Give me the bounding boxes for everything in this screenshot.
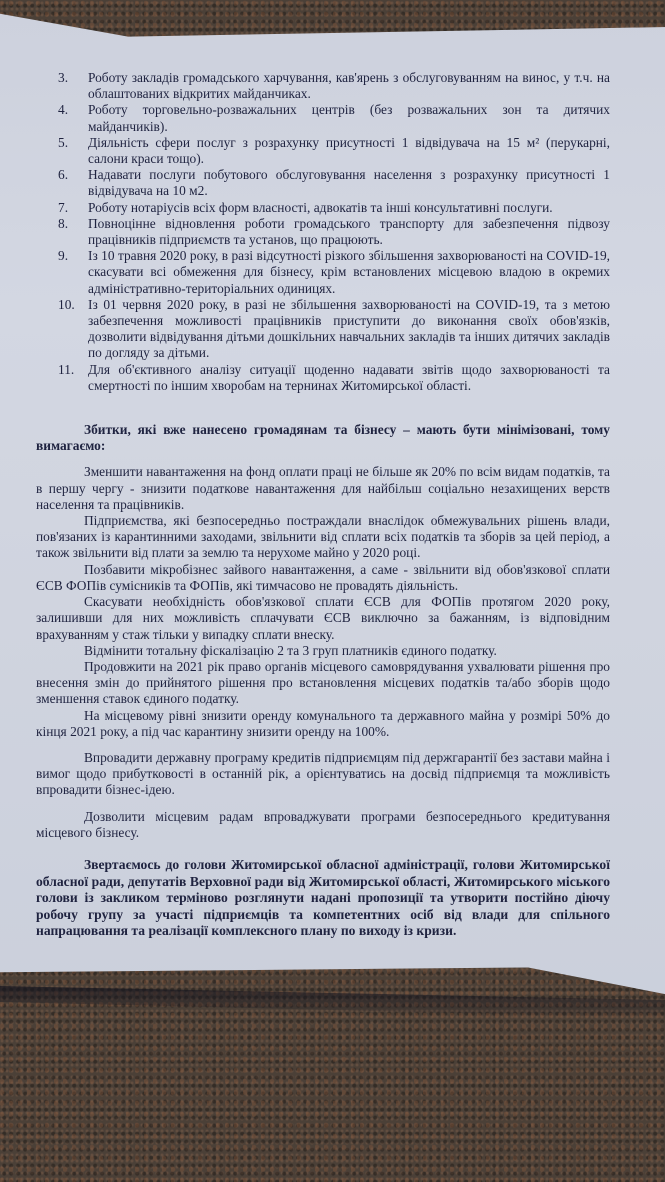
list-number: 7. bbox=[58, 199, 69, 215]
demand-paragraph: Відмінити тотальну фіскалізацію 2 та 3 груп платників єдиного податку. bbox=[84, 642, 497, 658]
section-heading: Збитки, які вже нанесено громадянам та бізнесу – мають бути мінімізовані, тому вимагаємо: bbox=[36, 422, 610, 454]
list-number: 10. bbox=[58, 296, 75, 312]
list-item bbox=[58, 199, 610, 216]
list-item bbox=[58, 296, 610, 362]
demand-paragraph: Впровадити державну програму кредитів підприємцям під держгарантії без застави майна і вимог щодо прибутковості в останній рік, а орієнтуватись на досвід підприємця та можливість впровадити бізнес-ідею. bbox=[36, 749, 610, 798]
list-text: Із 01 червня 2020 року, в разі не збільшення захворюваності на COVID-19, та з метою забезпечення можливості працівників приступити до виконання своїх обов'язків, дозволити відвідування дітьми дошкільних навчальних закладів та інших дитячих закладів по догляду за дітьми. bbox=[88, 296, 610, 361]
demand-paragraph: Позбавити мікробізнес зайвого навантаження, а саме - звільнити від обов'язкової сплати ЄСВ ФОПів сумісників та ФОПів, які тимчасово не провадять діяльність. bbox=[36, 561, 610, 593]
list-number: 6. bbox=[58, 167, 69, 183]
list-item bbox=[58, 70, 610, 102]
list-number: 8. bbox=[58, 215, 69, 231]
appeal-paragraph: Звертаємось до голови Житомирської обласної адміністрації, голови Житомирської обласної ради, депутатів Верховної ради від Житомирської області, Житомирського міського голови із закликом терміново розглянути надані пропозиції та утворити постійно діючу робочу групу за участі підприємців та компетентних осіб від влади для спільного напрацювання та реалізації комплексного плану по виходу із кризи. bbox=[36, 856, 610, 939]
list-text: Для об'єктивного аналізу ситуації щоденно надавати звітів щодо захворюваності та смертності по іншим хворобам на тернинах Житомирської області. bbox=[88, 361, 610, 393]
list-text: Роботу нотаріусів всіх форм власності, адвокатів та інші консультативні послуги. bbox=[88, 199, 553, 215]
numbered-list bbox=[36, 70, 610, 394]
list-item bbox=[58, 248, 610, 297]
demand-paragraph: Зменшити навантаження на фонд оплати праці не більше як 20% по всім видам податків, та в першу чергу - знизити податкове навантаження для найбільш соціально незахищених верств населення та працівників. bbox=[36, 464, 610, 512]
list-text: Роботу закладів громадського харчування, кав'ярень з обслуговуванням на винос, у т.ч. на облаштованих відкритих майданчиках. bbox=[88, 70, 610, 102]
list-text: Діяльність сфери послуг з розрахунку присутності 1 відвідувача на 15 м² (перукарні, салони краси тощо). bbox=[88, 134, 610, 167]
demand-paragraph: На місцевому рівні знизити оренду комунального та державного майна у розмірі 50% до кінця 2021 року, а під час карантину знизити оренду на 100%. bbox=[36, 707, 610, 739]
demand-paragraph: Скасувати необхідність обов'язкової сплати ЄСВ для ФОПів протягом 2020 року, залишивши для них можливість сплачувати ЄСВ виключно за бажанням, із відповідним врахуванням у стаж тільки у випадку сплати внеску. bbox=[36, 594, 610, 642]
list-number: 9. bbox=[58, 248, 69, 264]
demand-paragraph: Підприємства, які безпосередньо постраждали внаслідок обмежувальних рішень влади, пов'язаних із карантинними заходами, звільнити від сплати всіх податків та зборів за цей період, а також звільнити від плати за землю та нерухоме майно у 2020 році. bbox=[36, 513, 610, 561]
list-number: 4. bbox=[58, 102, 69, 118]
list-number: 3. bbox=[58, 70, 69, 85]
list-item bbox=[58, 102, 610, 134]
demand-paragraph: Дозволити місцевим радам впроваджувати програми безпосереднього кредитування місцевого бізнесу. bbox=[36, 808, 610, 840]
list-text: Роботу торговельно-розважальних центрів (без розважальних зон та дитячих майданчиків). bbox=[88, 102, 610, 134]
list-item bbox=[58, 134, 610, 167]
list-text: Із 10 травня 2020 року, в разі відсутності різкого збільшення захворюваності на COVID-19, скасувати всі обмеження для бізнесу, крім встановлених місцевою владою в окремих адміністративно-територіальних одиницях. bbox=[88, 248, 610, 296]
list-number: 11. bbox=[58, 361, 75, 377]
list-item bbox=[58, 215, 610, 248]
demand-paragraph: Продовжити на 2021 рік право органів місцевого самоврядування ухвалювати рішення про внесення змін до прийнятого рішення про встановлення місцевих податків та/або зборів щодо зменшення ставок єдиного податку. bbox=[36, 658, 610, 707]
list-text: Повноцінне відновлення роботи громадського транспорту для забезпечення підвозу працівників підприємств та установ, що працюють. bbox=[88, 215, 610, 248]
document-body bbox=[36, 70, 610, 940]
list-item bbox=[58, 361, 610, 394]
list-item bbox=[58, 167, 610, 199]
list-number: 5. bbox=[58, 134, 69, 150]
list-text: Надавати послуги побутового обслуговування населення з розрахунку присутності 1 відвідувача на 10 м2. bbox=[88, 167, 610, 199]
